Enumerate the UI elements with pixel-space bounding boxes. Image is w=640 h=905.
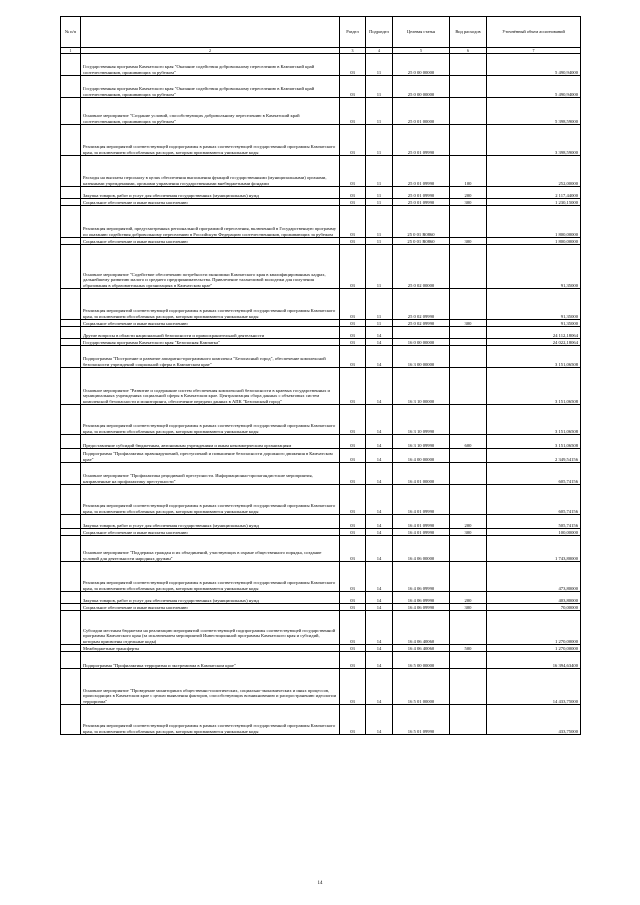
index-cell: 7 [487,48,581,54]
row-name: Закупка товаров, работ и услуг для обеспечения государственных (муниципальных) нужд [81,187,340,199]
row-num [61,449,81,463]
row-section: 03 [340,206,366,238]
row-section: 03 [340,463,366,485]
row-expense-type: 600 [450,435,487,449]
row-num [61,125,81,156]
row-amount: 1 800,00000 [487,238,581,245]
row-name: Основное мероприятие "Профилактика рецидивной преступности. Информационно-пропагандистские мероприятия, направленные на профилактику преступности" [81,463,340,485]
row-amount: 24 022,18064 [487,339,581,346]
row-amount: 1 270,00000 [487,645,581,652]
row-subsection: 14 [366,435,393,449]
index-cell: 6 [450,48,487,54]
row-section: 03 [340,592,366,604]
row-section: 03 [340,485,366,515]
row-expense-type: 200 [450,187,487,199]
row-num [61,463,81,485]
row-section: 03 [340,645,366,652]
row-name: Государственная программа Камчатского края "Оказание содействия добровольному переселению в Камчатский край соотечественников, проживающих за рубежом" [81,54,340,76]
row-num [61,76,81,98]
row-section: 03 [340,125,366,156]
row-section: 03 [340,346,366,368]
row-num [61,435,81,449]
row-expense-type [450,705,487,735]
row-expense-type [450,206,487,238]
row-name: Социальное обеспечение и иные выплаты населению [81,238,340,245]
row-subsection: 14 [366,562,393,592]
row-target: 16 5 01 00000 [393,669,450,705]
table-row [61,645,581,652]
table-row [61,76,581,98]
index-cell: 5 [393,48,450,54]
header-subsection: Подраздел [366,17,393,48]
row-amount: 91,35000 [487,245,581,289]
row-expense-type: 300 [450,604,487,611]
row-target: 16 4 06 40060 [393,645,450,652]
row-name: Закупка товаров, работ и услуг для обеспечения государственных (муниципальных) нужд [81,592,340,604]
row-section: 03 [340,669,366,705]
row-name: Социальное обеспечение и иные выплаты населению [81,529,340,536]
row-target: 16 3 10 09990 [393,405,450,435]
row-name: Реализация мероприятий соответствующей подпрограммы в рамках соответствующей государственной программы Камчатского края, за исключением обособленных расходов, которым присваиваются уникальные коды [81,485,340,515]
row-num [61,238,81,245]
row-amount: 505,74156 [487,515,581,529]
row-name: Расходы на выплаты персоналу в целях обеспечения выполнения функций государственными (муниципальными) органами, казенными учреждениями, органами управления государственными внебюджетными фондами [81,156,340,187]
row-subsection: 14 [366,339,393,346]
table-row [61,346,581,368]
table-row [61,156,581,187]
table-row [61,368,581,405]
row-name: Социальное обеспечение и иные выплаты населению [81,199,340,206]
row-expense-type: 500 [450,645,487,652]
row-subsection: 14 [366,346,393,368]
index-cell: 3 [340,48,366,54]
row-num [61,199,81,206]
table-row [61,199,581,206]
row-section: 03 [340,536,366,562]
row-amount: 14 433,75000 [487,669,581,705]
row-expense-type [450,327,487,339]
row-section: 03 [340,604,366,611]
row-section: 03 [340,156,366,187]
row-num [61,156,81,187]
row-subsection: 11 [366,238,393,245]
row-amount: 2 117,44000 [487,187,581,199]
row-subsection: 14 [366,405,393,435]
table-row [61,405,581,435]
table-row [61,669,581,705]
row-target: 16 4 01 09990 [393,529,450,536]
row-name: Основное мероприятие "Содействие обеспечению потребности экономики Камчатского края в квалифицированных кадрах, дальнейшему развитию малого и среднего предпринимательства. Привлечение талантливой молодежи для получения образования в образовательных организациях в Камчатском крае" [81,245,340,289]
row-expense-type: 200 [450,515,487,529]
row-target: 16 5 00 00000 [393,652,450,669]
row-num [61,206,81,238]
row-expense-type: 200 [450,592,487,604]
row-name: Основное мероприятие "Проведение мониторинга общественно-политических, социально-экономических и иных процессов, происходящих в Камчатском крае с целью выявления факторов, способствующих возникновению и распространению идеологии терроризма" [81,669,340,705]
row-num [61,54,81,76]
index-cell: 2 [81,48,340,54]
row-amount: 473,80000 [487,562,581,592]
row-expense-type [450,98,487,125]
row-expense-type [450,405,487,435]
row-num [61,405,81,435]
row-subsection: 11 [366,98,393,125]
row-amount: 403,80000 [487,592,581,604]
row-section: 03 [340,405,366,435]
row-num [61,320,81,327]
table-row [61,705,581,735]
row-target: 16 4 01 09990 [393,485,450,515]
row-target: 25 0 02 09990 [393,320,450,327]
row-subsection: 11 [366,320,393,327]
row-expense-type [450,368,487,405]
row-expense-type: 300 [450,320,487,327]
table-row [61,652,581,669]
row-name: Реализация мероприятий, предусмотренных региональной программой переселения, включенной в Государственную программу по оказанию содействия добровольному переселению в Российскую Федерацию соотечественников, проживающих за рубежом [81,206,340,238]
row-amount: 5 490,94000 [487,76,581,98]
table-header-row [61,17,581,48]
row-target: 16 4 06 40060 [393,611,450,645]
table-body [61,54,581,735]
row-target: 25 0 00 00000 [393,54,450,76]
row-expense-type: 300 [450,199,487,206]
row-target: 25 0 01 09990 [393,199,450,206]
row-section: 03 [340,562,366,592]
page-number: 14 [317,881,323,886]
row-target: 16 5 01 09990 [393,705,450,735]
row-num [61,339,81,346]
row-section: 03 [340,76,366,98]
row-target: 16 4 00 00000 [393,449,450,463]
row-subsection: 14 [366,463,393,485]
row-subsection: 11 [366,206,393,238]
row-amount: 1 743,80000 [487,536,581,562]
table-row [61,611,581,645]
row-section: 03 [340,705,366,735]
row-expense-type [450,536,487,562]
row-subsection: 11 [366,245,393,289]
row-target: 25 0 02 00000 [393,245,450,289]
row-name: Закупка товаров, работ и услуг для обеспечения государственных (муниципальных) нужд [81,515,340,529]
row-section: 03 [340,339,366,346]
row-target: 16 0 00 00000 [393,339,450,346]
header-num: № п/п [61,17,81,48]
row-amount: 605,74156 [487,485,581,515]
row-expense-type [450,245,487,289]
row-name: Государственная программа Камчатского края "Оказание содействия добровольному переселению в Камчатский край соотечественников, проживающих за рубежом" [81,76,340,98]
row-subsection: 11 [366,54,393,76]
row-num [61,346,81,368]
row-amount: 91,35000 [487,320,581,327]
row-section: 03 [340,327,366,339]
row-target: 16 4 01 00000 [393,463,450,485]
row-subsection: 11 [366,187,393,199]
row-target: 16 4 01 09990 [393,515,450,529]
row-name: Другие вопросы в области национальной безопасности и правоохранительной деятельности [81,327,340,339]
row-name: Основное мероприятие "Развитие и содержание систем обеспечения комплексной безопасности в краевых государственных и муниципальных учреждениях социальной сферы в Камчатском крае. Централизация сбора данных с объектовых систем комплексной безопасности и мониторинга, обеспечение передачи данных в АПК "Безопасный город" [81,368,340,405]
row-amount: 24 112,18064 [487,327,581,339]
row-subsection: 14 [366,536,393,562]
row-expense-type [450,449,487,463]
table-row [61,562,581,592]
row-target: 25 0 01 09990 [393,156,450,187]
table-row [61,435,581,449]
row-num [61,245,81,289]
row-name: Основное мероприятие "Поддержка граждан и их объединений, участвующих в охране общественного порядка, создание условий для деятельности народных дружин" [81,536,340,562]
table-row [61,463,581,485]
row-expense-type [450,289,487,320]
row-name: Реализация мероприятий соответствующей подпрограммы в рамках соответствующей государственной программы Камчатского края, за исключением обособленных расходов, которым присваиваются уникальные коды [81,405,340,435]
row-section: 03 [340,529,366,536]
row-target: 25 0 01 R0860 [393,238,450,245]
row-subsection: 11 [366,289,393,320]
row-subsection: 11 [366,125,393,156]
row-num [61,705,81,735]
row-target: 16 3 10 00000 [393,368,450,405]
row-subsection: 14 [366,515,393,529]
row-num [61,652,81,669]
row-name: Социальное обеспечение и иные выплаты населению [81,320,340,327]
row-subsection: 11 [366,76,393,98]
table-row [61,529,581,536]
row-section: 03 [340,245,366,289]
table-row [61,327,581,339]
row-subsection: 14 [366,604,393,611]
row-name: Реализация мероприятий соответствующей подпрограммы в рамках соответствующей государственной программы Камчатского края, за исключением обособленных расходов, которым присваиваются уникальные коды [81,289,340,320]
row-subsection: 11 [366,156,393,187]
row-amount: 70,00000 [487,604,581,611]
row-section: 03 [340,238,366,245]
row-section: 03 [340,449,366,463]
row-subsection: 14 [366,529,393,536]
row-name: Реализация мероприятий соответствующей подпрограммы в рамках соответствующей государственной программы Камчатского края, за исключением обособленных расходов, которым присваиваются уникальные коды [81,705,340,735]
row-amount: 100,00000 [487,529,581,536]
table-row [61,98,581,125]
row-section: 03 [340,611,366,645]
row-num [61,562,81,592]
row-section: 03 [340,435,366,449]
row-expense-type [450,652,487,669]
table-row [61,206,581,238]
table-row [61,289,581,320]
row-name: Реализация мероприятий соответствующей подпрограммы в рамках соответствующей государственной программы Камчатского края, за исключением обособленных расходов, которым присваиваются уникальные коды [81,125,340,156]
row-target: 16 4 06 09990 [393,604,450,611]
row-num [61,485,81,515]
row-num [61,515,81,529]
row-target: 25 0 01 09990 [393,187,450,199]
row-num [61,187,81,199]
row-expense-type [450,339,487,346]
row-amount: 1 230,15000 [487,199,581,206]
row-expense-type [450,611,487,645]
row-num [61,604,81,611]
row-target: 16 3 10 09990 [393,435,450,449]
row-num [61,327,81,339]
header-target: Целевая статья [393,17,450,48]
row-subsection: 14 [366,368,393,405]
row-expense-type [450,463,487,485]
table-row [61,604,581,611]
row-section: 03 [340,289,366,320]
table-row [61,125,581,156]
row-section: 03 [340,187,366,199]
row-amount: 433,75000 [487,705,581,735]
row-subsection: 14 [366,327,393,339]
row-amount: 5 398,59000 [487,98,581,125]
row-num [61,98,81,125]
row-target: 25 0 00 00000 [393,76,450,98]
header-name [81,17,340,48]
row-section: 03 [340,515,366,529]
table-row [61,515,581,529]
table-row [61,187,581,199]
row-expense-type [450,562,487,592]
table-row [61,245,581,289]
row-name: Межбюджетные трансферты [81,645,340,652]
row-section: 03 [340,98,366,125]
row-subsection: 11 [366,199,393,206]
row-num [61,536,81,562]
row-subsection: 14 [366,449,393,463]
table-row [61,339,581,346]
header-amount: Уточнённый объем ассигнований [487,17,581,48]
row-name: Подпрограмма "Профилактика правонарушений, преступлений и повышение безопасности дорожного движения в Камчатском крае" [81,449,340,463]
row-section: 03 [340,54,366,76]
header-expense-type: Вид расходов [450,17,487,48]
row-subsection: 14 [366,592,393,604]
row-amount: 3 151,06508 [487,405,581,435]
row-subsection: 14 [366,669,393,705]
row-expense-type: 100 [450,156,487,187]
row-amount: 91,35000 [487,289,581,320]
index-cell: 4 [366,48,393,54]
table-row [61,54,581,76]
row-expense-type [450,54,487,76]
row-section: 03 [340,368,366,405]
row-name: Субсидии местным бюджетам на реализацию мероприятий соответствующей подпрограммы соответствующей государственной программы Камчатского края (за исключением мероприятий Инвестиционной программы Камчатского края и субсидий, которым присвоены отдельные коды) [81,611,340,645]
row-num [61,368,81,405]
row-amount: 3 151,06508 [487,368,581,405]
row-target: 25 0 02 09990 [393,289,450,320]
row-name: Подпрограмма "Построение и развитие аппаратно-программного комплекса "Безопасный город", обеспечение комплексной безопасности учреждений социальной сферы в Камчатском крае" [81,346,340,368]
row-target: 16 4 06 00000 [393,536,450,562]
row-name: Государственная программа Камчатского края "Безопасная Камчатка" [81,339,340,346]
budget-table [60,16,581,735]
row-subsection: 14 [366,645,393,652]
row-target: 16 4 06 09990 [393,592,450,604]
row-name: Подпрограмма "Профилактика терроризма и экстремизма в Камчатском крае" [81,652,340,669]
row-target: 16 3 00 00000 [393,346,450,368]
row-amount: 3 151,06508 [487,346,581,368]
row-expense-type [450,346,487,368]
row-subsection: 14 [366,485,393,515]
row-subsection: 14 [366,705,393,735]
row-amount: 605,74156 [487,463,581,485]
row-expense-type: 300 [450,529,487,536]
row-section: 03 [340,320,366,327]
row-name: Основное мероприятие "Создание условий, способствующих добровольному переселению в Камчатский край соотечественников, проживающих за рубежом" [81,98,340,125]
row-name: Предоставление субсидий бюджетным, автономным учреждениям и иным некоммерческим организациям [81,435,340,449]
row-num [61,669,81,705]
row-amount: 3 398,59000 [487,125,581,156]
row-target [393,327,450,339]
row-num [61,289,81,320]
row-amount: 252,00000 [487,156,581,187]
row-section: 03 [340,652,366,669]
row-name: Социальное обеспечение и иные выплаты населению [81,604,340,611]
table-row [61,320,581,327]
table-row [61,449,581,463]
row-subsection: 14 [366,652,393,669]
row-amount: 1 800,00000 [487,206,581,238]
row-target: 25 0 01 R0860 [393,206,450,238]
row-num [61,611,81,645]
table-row [61,238,581,245]
row-num [61,592,81,604]
row-subsection: 14 [366,611,393,645]
header-section: Раздел [340,17,366,48]
row-num [61,529,81,536]
row-target: 25 0 01 00000 [393,98,450,125]
row-amount: 3 151,06508 [487,435,581,449]
row-expense-type: 300 [450,238,487,245]
row-amount: 2 349,54156 [487,449,581,463]
table-row [61,485,581,515]
row-expense-type [450,76,487,98]
table-row [61,536,581,562]
row-amount: 1 270,00000 [487,611,581,645]
row-expense-type [450,125,487,156]
row-section: 03 [340,199,366,206]
row-amount: 16 394,63400 [487,652,581,669]
row-name: Реализация мероприятий соответствующей подпрограммы в рамках соответствующей государственной программы Камчатского края, за исключением обособленных расходов, которым присваиваются уникальные коды [81,562,340,592]
index-cell: 1 [61,48,81,54]
document-page [60,16,580,735]
table-row [61,592,581,604]
row-amount: 5 490,94000 [487,54,581,76]
row-num [61,645,81,652]
row-expense-type [450,669,487,705]
row-target: 25 0 01 09990 [393,125,450,156]
row-target: 16 4 06 09990 [393,562,450,592]
row-expense-type [450,485,487,515]
